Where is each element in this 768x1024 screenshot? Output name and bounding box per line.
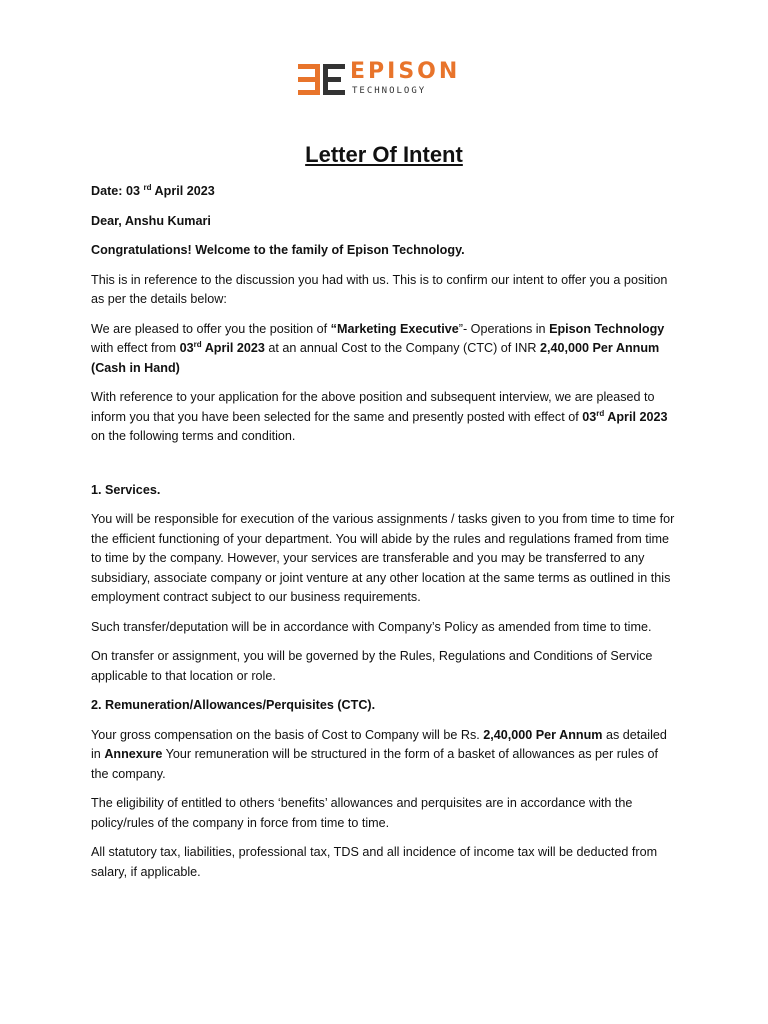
compensation-paragraph: Your gross compensation on the basis of Cost to Company will be Rs. 2,40,000 Per Annum as detailed in Annexure Your remuneration will be structured in the form of a basket of allowances as per rules of the company. (91, 727, 667, 781)
transfer-paragraph: Such transfer/deputation will be in accordance with Company’s Policy as amended from time to time. (91, 619, 652, 634)
services-paragraph: You will be responsible for execution of the various assignments / tasks given to you from time to time for the efficient functioning of your department. You will abide by the rules and regulations framed from time to time by the company. However, your services are transferable and you may be transferred to any subsidiary, associate company or joint venture at any other location at the same terms as outlined in this employment contract subject to our business requirements. (91, 512, 675, 604)
intro-paragraph: This is in reference to the discussion you had with us. This is to confirm our intent to offer you a position as per the details below: (91, 272, 668, 306)
congratulations: Congratulations! Welcome to the family of Epison Technology. (91, 243, 465, 257)
company-logo (296, 60, 468, 100)
offer-paragraph: We are pleased to offer you the position of “Marketing Executive”- Operations in Epison Technology with effect from 03rd April 2023 at an annual Cost to the Company (CTC) of INR 2,40,000 Per Annum (Cash in Hand) (91, 321, 665, 375)
logo-mark-icon (296, 60, 348, 100)
letter-date: Date: 03 $^{rd}$ April 2023 (91, 183, 215, 198)
selection-paragraph: With reference to your application for the above position and subsequent interview, we are pleased to inform you that you have been selected for the same and presently posted with effect of 03rd April 2023 on the following terms and condition. (91, 390, 668, 443)
logo-brand-text: EPISON (350, 59, 461, 84)
benefits-paragraph: The eligibility of entitled to others ‘benefits’ allowances and perquisites are in accordance with the policy/rules of the company in force from time to time. (91, 796, 633, 830)
logo-sub-text: TECHNOLOGY (352, 86, 427, 96)
salutation: Dear, Anshu Kumari (91, 213, 211, 228)
letter-title: Letter Of Intent (305, 142, 463, 167)
assignment-paragraph: On transfer or assignment, you will be governed by the Rules, Regulations and Conditions of Service applicable to that location or role. (91, 649, 653, 683)
services-heading: 1. Services. (91, 482, 161, 497)
remuneration-heading: 2. Remuneration/Allowances/Perquisites (CTC). (91, 698, 376, 712)
tax-paragraph: All statutory tax, liabilities, professional tax, TDS and all incidence of income tax will be deducted from salary, if applicable. (91, 845, 658, 879)
letter-body (91, 182, 679, 892)
